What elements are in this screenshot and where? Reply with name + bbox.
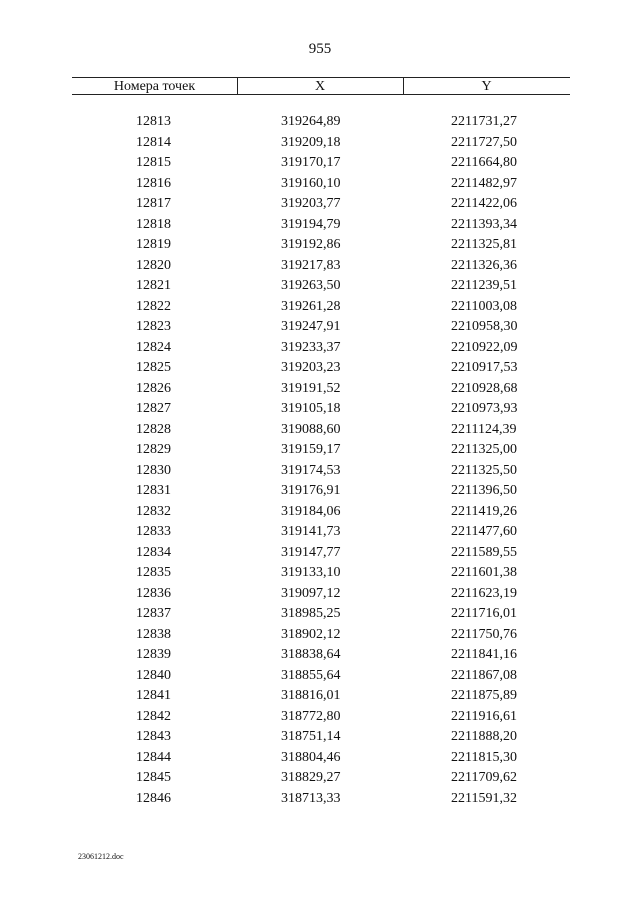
x-coordinate: 319147,77 <box>281 544 341 560</box>
point-number: 12837 <box>136 606 171 621</box>
y-coordinate: 2211396,50 <box>451 483 517 498</box>
y-coordinate: 2211325,50 <box>451 462 517 478</box>
table-row <box>72 563 570 584</box>
x-coordinate: 318838,64 <box>281 647 341 662</box>
point-number: 12829 <box>136 442 171 457</box>
x-coordinate: 319159,17 <box>281 442 341 457</box>
table-row <box>72 358 570 379</box>
y-coordinate: 2211815,30 <box>451 749 517 765</box>
table-row <box>72 686 570 707</box>
x-coordinate: 319170,17 <box>281 155 341 170</box>
header-bottom-rule <box>72 94 570 95</box>
table-row <box>72 153 570 174</box>
table-row <box>72 379 570 400</box>
x-coordinate: 318902,12 <box>281 626 341 642</box>
y-coordinate: 2211477,60 <box>451 524 517 539</box>
y-coordinate: 2211003,08 <box>451 298 517 314</box>
table-row <box>72 215 570 236</box>
x-coordinate: 318713,33 <box>281 790 341 806</box>
y-coordinate: 2211422,06 <box>451 196 517 211</box>
coordinates-table-body <box>72 112 570 809</box>
point-number: 12833 <box>136 524 171 539</box>
point-number: 12819 <box>136 237 171 252</box>
table-row <box>72 317 570 338</box>
table-row <box>72 645 570 666</box>
point-number: 12824 <box>136 339 171 355</box>
point-number: 12842 <box>136 708 171 724</box>
table-header <box>72 77 570 95</box>
x-coordinate: 318985,25 <box>281 606 341 621</box>
y-coordinate: 2210973,93 <box>451 401 518 416</box>
x-coordinate: 319141,73 <box>281 524 341 539</box>
point-number: 12820 <box>136 257 171 273</box>
y-coordinate: 2211888,20 <box>451 729 517 744</box>
point-number: 12823 <box>136 319 171 334</box>
table-row <box>72 481 570 502</box>
x-coordinate: 319217,83 <box>281 257 341 273</box>
x-coordinate: 319247,91 <box>281 319 341 334</box>
table-row <box>72 133 570 154</box>
table-row <box>72 420 570 441</box>
header-y: Y <box>481 79 492 94</box>
point-number: 12818 <box>136 216 171 232</box>
table-row <box>72 768 570 789</box>
y-coordinate: 2211867,08 <box>451 667 517 683</box>
table-row <box>72 440 570 461</box>
y-coordinate: 2210928,68 <box>451 380 518 396</box>
table-row <box>72 789 570 810</box>
y-coordinate: 2211709,62 <box>451 770 517 785</box>
point-number: 12844 <box>136 749 171 765</box>
point-number: 12821 <box>136 278 171 293</box>
point-number: 12836 <box>136 585 171 601</box>
point-number: 12831 <box>136 483 171 498</box>
x-coordinate: 319097,12 <box>281 585 341 601</box>
x-coordinate: 319203,23 <box>281 360 341 375</box>
y-coordinate: 2211664,80 <box>451 155 517 170</box>
point-number: 12830 <box>136 462 171 478</box>
table-row <box>72 707 570 728</box>
y-coordinate: 2211419,26 <box>451 503 517 519</box>
y-coordinate: 2211623,19 <box>451 585 517 601</box>
x-coordinate: 319192,86 <box>281 237 341 252</box>
table-row <box>72 461 570 482</box>
y-coordinate: 2210917,53 <box>451 360 518 375</box>
x-coordinate: 319194,79 <box>281 216 341 232</box>
x-coordinate: 319184,06 <box>281 503 341 519</box>
point-number: 12843 <box>136 729 171 744</box>
y-coordinate: 2211482,97 <box>451 175 517 191</box>
point-number: 12827 <box>136 401 171 416</box>
point-number: 12841 <box>136 688 171 703</box>
point-number: 12834 <box>136 544 171 560</box>
y-coordinate: 2211731,27 <box>451 114 517 129</box>
table-row <box>72 235 570 256</box>
y-coordinate: 2211841,16 <box>451 647 517 662</box>
y-coordinate: 2211325,00 <box>451 442 517 457</box>
x-coordinate: 319160,10 <box>281 175 341 191</box>
table-row <box>72 276 570 297</box>
table-row <box>72 174 570 195</box>
x-coordinate: 319191,52 <box>281 380 341 396</box>
x-coordinate: 319174,53 <box>281 462 341 478</box>
x-coordinate: 319264,89 <box>281 114 341 129</box>
point-number: 12815 <box>136 155 171 170</box>
point-number: 12845 <box>136 770 171 785</box>
y-coordinate: 2211875,89 <box>451 688 517 703</box>
point-number: 12813 <box>136 114 171 129</box>
x-coordinate: 319133,10 <box>281 565 341 580</box>
header-x: X <box>314 79 326 94</box>
table-row <box>72 748 570 769</box>
y-coordinate: 2211916,61 <box>451 708 517 724</box>
point-number: 12817 <box>136 196 171 211</box>
y-coordinate: 2211601,38 <box>451 565 517 580</box>
point-number: 12814 <box>136 134 171 150</box>
y-coordinate: 2211239,51 <box>451 278 517 293</box>
x-coordinate: 318829,27 <box>281 770 341 785</box>
x-coordinate: 319261,28 <box>281 298 341 314</box>
table-row <box>72 502 570 523</box>
x-coordinate: 318772,80 <box>281 708 341 724</box>
x-coordinate: 319233,37 <box>281 339 341 355</box>
point-number: 12839 <box>136 647 171 662</box>
document-filename: 23061212.doc <box>78 852 124 861</box>
y-coordinate: 2211750,76 <box>451 626 517 642</box>
table-row <box>72 522 570 543</box>
point-number: 12832 <box>136 503 171 519</box>
table-row <box>72 297 570 318</box>
table-row <box>72 584 570 605</box>
table-row <box>72 256 570 277</box>
point-number: 12825 <box>136 360 171 375</box>
x-coordinate: 318804,46 <box>281 749 341 765</box>
x-coordinate: 318751,14 <box>281 729 341 744</box>
y-coordinate: 2211326,36 <box>451 257 517 273</box>
x-coordinate: 319209,18 <box>281 134 341 150</box>
x-coordinate: 318855,64 <box>281 667 341 683</box>
point-number: 12840 <box>136 667 171 683</box>
point-number: 12838 <box>136 626 171 642</box>
table-row <box>72 338 570 359</box>
x-coordinate: 319105,18 <box>281 401 341 416</box>
y-coordinate: 2211325,81 <box>451 237 517 252</box>
point-number: 12828 <box>136 421 171 437</box>
point-number: 12826 <box>136 380 171 396</box>
table-row <box>72 112 570 133</box>
point-number: 12816 <box>136 175 171 191</box>
y-coordinate: 2211716,01 <box>451 606 517 621</box>
y-coordinate: 2211589,55 <box>451 544 517 560</box>
table-row <box>72 543 570 564</box>
header-point-numbers: Номера точек <box>113 79 196 94</box>
table-row <box>72 194 570 215</box>
x-coordinate: 319263,50 <box>281 278 341 293</box>
x-coordinate: 319176,91 <box>281 483 341 498</box>
y-coordinate: 2211727,50 <box>451 134 517 150</box>
x-coordinate: 318816,01 <box>281 688 341 703</box>
table-row <box>72 399 570 420</box>
table-row <box>72 604 570 625</box>
point-number: 12822 <box>136 298 171 314</box>
table-row <box>72 625 570 646</box>
y-coordinate: 2211124,39 <box>451 421 517 437</box>
y-coordinate: 2211591,32 <box>451 790 517 806</box>
table-row <box>72 727 570 748</box>
y-coordinate: 2210922,09 <box>451 339 518 355</box>
point-number: 12846 <box>136 790 171 806</box>
y-coordinate: 2210958,30 <box>451 319 518 334</box>
x-coordinate: 319088,60 <box>281 421 341 437</box>
y-coordinate: 2211393,34 <box>451 216 517 232</box>
table-row <box>72 666 570 687</box>
page-number: 955 <box>308 41 332 57</box>
x-coordinate: 319203,77 <box>281 196 341 211</box>
point-number: 12835 <box>136 565 171 580</box>
